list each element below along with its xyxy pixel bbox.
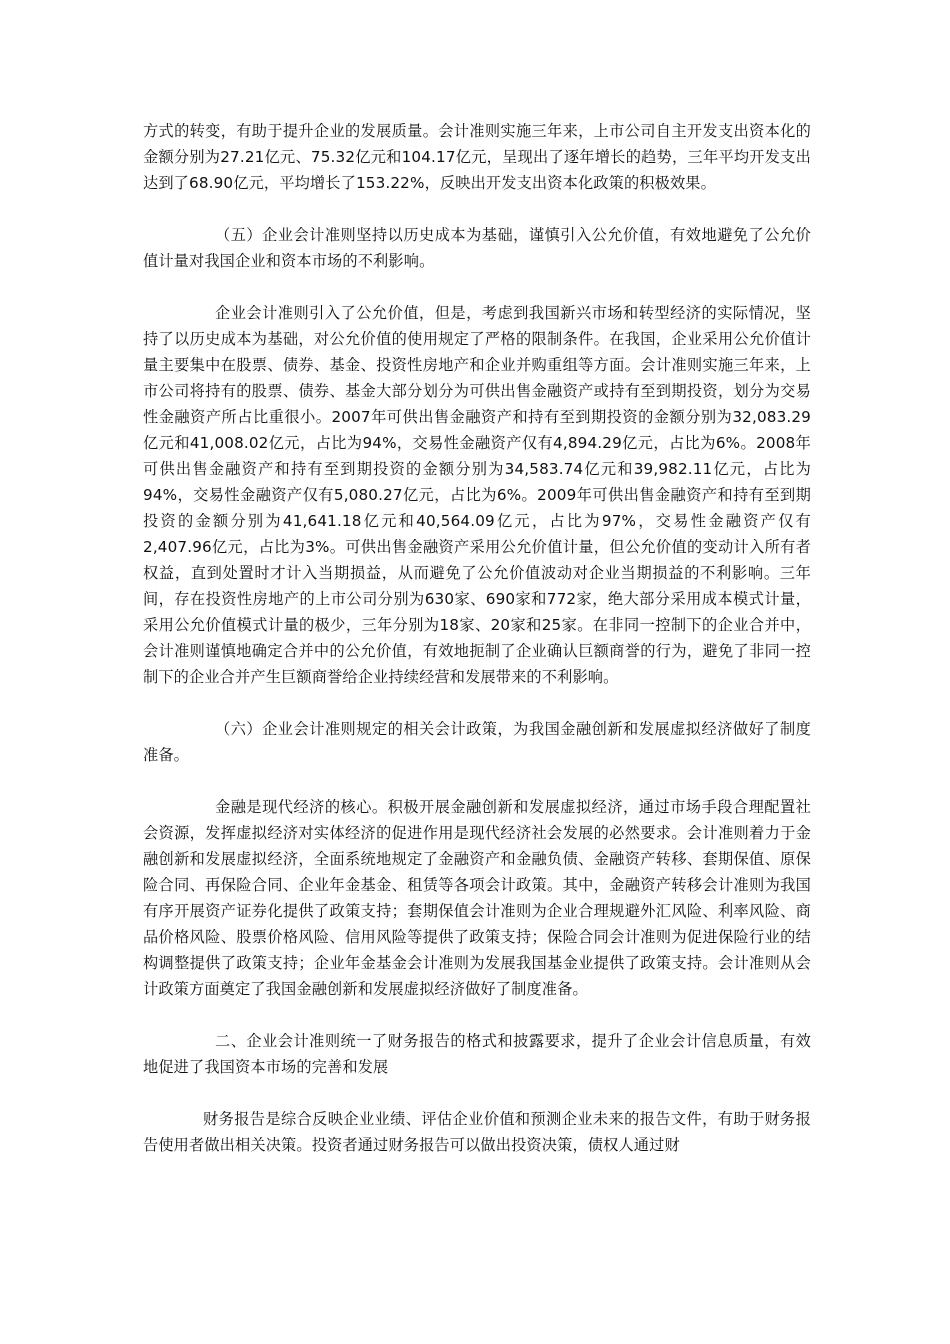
heading-section-six: （六）企业会计准则规定的相关会计政策，为我国金融创新和发展虚拟经济做好了制度准备。 xyxy=(143,720,811,764)
heading-part-two: 二、企业会计准则统一了财务报告的格式和披露要求，提升了企业会计信息质量，有效地促进了我国资本市场的完善和发展 xyxy=(143,1032,811,1076)
heading-section-five: （五）企业会计准则坚持以历史成本为基础，谨慎引入公允价值，有效地避免了公允价值计量对我国企业和资本市场的不利影响。 xyxy=(143,226,811,270)
paragraph-financial-innovation: 金融是现代经济的核心。积极开展金融创新和发展虚拟经济，通过市场手段合理配置社会资源，发挥虚拟经济对实体经济的促进作用是现代经济社会发展的必然要求。会计准则着力于金融创新和发展虚拟经济，全面系统地规定了金融资产和金融负债、金融资产转移、套期保值、原保险合同、再保险合同、企业年金基金、租赁等各项会计政策。其中，金融资产转移会计准则为我国有序开展资产证券化提供了政策支持；套期保值会计准则为企业合理规避外汇风险、利率风险、商品价格风险、股票价格风险、信用风险等提供了政策支持；保险合同会计准则为促进保险行业的结构调整提供了政策支持；企业年金基金会计准则为发展我国基金业提供了政策支持。会计准则从会计政策方面奠定了我国金融创新和发展虚拟经济做好了制度准备。 xyxy=(143,798,811,998)
paragraph-development-capitalization: 方式的转变，有助于提升企业的发展质量。会计准则实施三年来，上市公司自主开发支出资本化的金额分别为27.21亿元、75.32亿元和104.17亿元，呈现出了逐年增长的趋势，三年平均开发支出达到了68.90亿元，平均增长了153.22%，反映出开发支出资本化政策的积极效果。 xyxy=(143,122,811,192)
paragraph-fair-value: 企业会计准则引入了公允价值，但是，考虑到我国新兴市场和转型经济的实际情况，坚持了以历史成本为基础，对公允价值的使用规定了严格的限制条件。在我国，企业采用公允价值计量主要集中在股票、债券、基金、投资性房地产和企业并购重组等方面。会计准则实施三年来，上市公司将持有的股票、债券、基金大部分划分为可供出售金融资产或持有至到期投资，划分为交易性金融资产所占比重很小。2007年可供出售金融资产和持有至到期投资的金额分别为32,083.29亿元和41,008.02亿元，占比为94%，交易性金融资产仅有4,894.29亿元，占比为6%。2008年可供出售金融资产和持有至到期投资的金额分别为34,583.74亿元和39,982.11亿元，占比为94%，交易性金融资产仅有5,080.27亿元，占比为6%。2009年可供出售金融资产和持有至到期投资的金额分别为41,641.18亿元和40,564.09亿元，占比为97%，交易性金融资产仅有2,407.96亿元，占比为3%。可供出售金融资产采用公允价值计量，但公允价值的变动计入所有者权益，直到处置时才计入当期损益，从而避免了公允价值波动对企业当期损益的不利影响。三年间，存在投资性房地产的上市公司分别为630家、690家和772家，绝大部分采用成本模式计量，采用公允价值模式计量的极少，三年分别为18家、20家和25家。在非同一控制下的企业合并中，会计准则谨慎地确定合并中的公允价值，有效地扼制了企业确认巨额商誉的行为，避免了非同一控制下的企业合并产生巨额商誉给企业持续经营和发展带来的不利影响。 xyxy=(143,304,811,686)
paragraph-financial-reports: 财务报告是综合反映企业业绩、评估企业价值和预测企业未来的报告文件，有助于财务报告使用者做出相关决策。投资者通过财务报告可以做出投资决策，债权人通过财 xyxy=(143,1110,811,1154)
document-body xyxy=(143,118,811,1184)
